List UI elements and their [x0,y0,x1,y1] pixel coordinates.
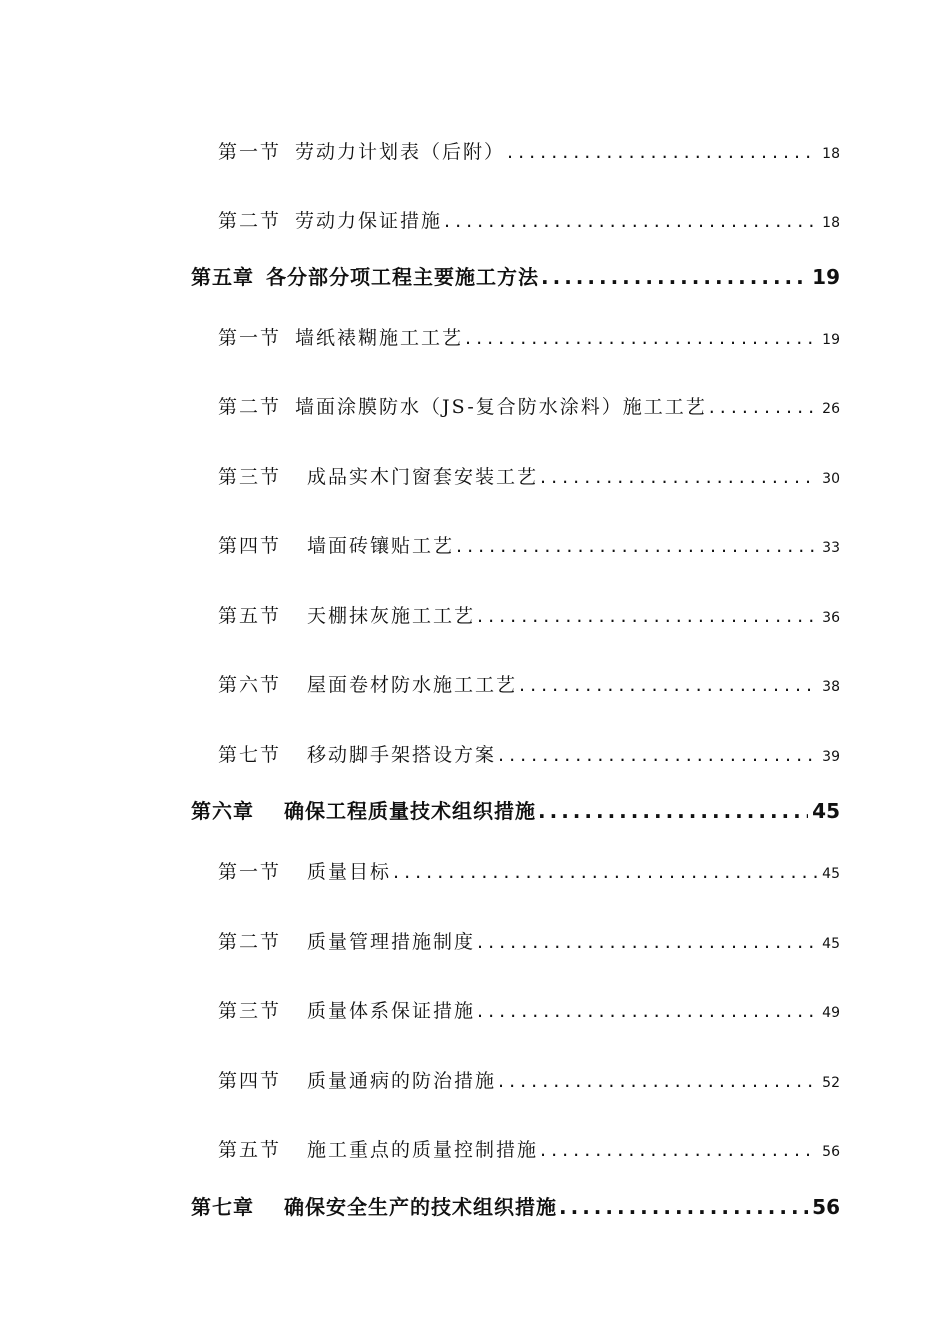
toc-entry[interactable] [218,392,840,422]
toc-entry-number: 第四节 [218,535,282,557]
dot-leader [442,206,818,236]
dot-leader [539,261,808,293]
dot-leader [454,531,818,561]
toc-entry-number: 第六章 [191,799,254,823]
toc-entry-title: 质量体系保证措施 [307,1000,476,1022]
toc-entry-title: 劳动力计划表（后附） [295,141,506,163]
toc-entry-page: 38 [822,679,840,695]
dot-leader [538,1135,818,1165]
toc-entry-number: 第二节 [218,931,282,953]
toc-entry-page: 49 [822,1005,840,1021]
toc-entry-page: 30 [822,471,840,487]
toc-entry-page: 45 [812,799,840,823]
toc-entry-page: 18 [822,146,840,162]
toc-entry-title: 成品实木门窗套安装工艺 [307,466,539,488]
toc-entry-title: 移动脚手架搭设方案 [307,744,497,766]
toc-entry-title: 劳动力保证措施 [295,210,443,232]
toc-entry-number: 第五节 [218,605,282,627]
toc-entry-number: 第一节 [218,861,282,883]
toc-entry[interactable] [218,601,840,631]
dot-leader [496,740,818,770]
toc-entry-title: 施工重点的质量控制措施 [307,1139,539,1161]
toc-entry-title: 各分部分项工程主要施工方法 [266,265,539,289]
toc-entry-page: 19 [822,332,840,348]
toc-entry-page: 56 [812,1195,840,1219]
toc-entry-number: 第一节 [218,141,282,163]
toc-entry-number: 第三节 [218,466,282,488]
toc-entry[interactable] [218,996,840,1026]
toc-entry-page: 52 [822,1075,840,1091]
toc-entry-title: 确保工程质量技术组织措施 [284,799,536,823]
toc-entry-number: 第七节 [218,744,282,766]
toc-chapter-entry[interactable] [191,1191,840,1223]
toc-entry-number: 第二节 [218,210,282,232]
toc-entry-number: 第五节 [218,1139,282,1161]
toc-entry-number: 第六节 [218,674,282,696]
toc-entry-page: 33 [822,540,840,556]
toc-entry-title: 质量通病的防治措施 [307,1070,497,1092]
dot-leader [496,1066,818,1096]
toc-entry[interactable] [218,857,840,887]
toc-entry-title: 墙面砖镶贴工艺 [307,535,455,557]
toc-chapter-entry[interactable] [191,261,840,293]
toc-entry-page: 18 [822,215,840,231]
toc-entry[interactable] [218,740,840,770]
toc-entry-number: 第五章 [191,265,254,289]
toc-entry[interactable] [218,670,840,700]
dot-leader [536,795,808,827]
toc-entry-page: 26 [822,401,840,417]
toc-entry-page: 45 [822,936,840,952]
dot-leader [475,927,818,957]
dot-leader [463,323,818,353]
toc-entry-number: 第三节 [218,1000,282,1022]
toc-entry[interactable] [218,1066,840,1096]
toc-entry[interactable] [218,137,840,167]
toc-entry-number: 第一节 [218,327,282,349]
toc-entry-title: 屋面卷材防水施工工艺 [307,674,518,696]
toc-entry-title: 墙面涂膜防水（JS-复合防水涂料）施工工艺 [295,396,707,418]
toc-entry[interactable] [218,1135,840,1165]
dot-leader [391,857,818,887]
toc-entry[interactable] [218,206,840,236]
dot-leader [707,392,818,422]
toc-entry-number: 第二节 [218,396,282,418]
toc-entry-page: 56 [822,1144,840,1160]
dot-leader [517,670,818,700]
toc-entry[interactable] [218,462,840,492]
toc-entry-title: 确保安全生产的技术组织措施 [284,1195,557,1219]
toc-entry-page: 36 [822,610,840,626]
toc-entry[interactable] [218,531,840,561]
toc-entry-title: 质量管理措施制度 [307,931,476,953]
dot-leader [505,137,818,167]
toc-entry-page: 39 [822,749,840,765]
toc-entry[interactable] [218,323,840,353]
toc-entry-page: 19 [812,265,840,289]
toc-entry[interactable] [218,927,840,957]
toc-entry-page: 45 [822,866,840,882]
toc-entry-number: 第四节 [218,1070,282,1092]
toc-entry-title: 质量目标 [307,861,392,883]
toc-entry-title: 墙纸裱糊施工工艺 [295,327,464,349]
dot-leader [475,996,818,1026]
toc-entry-title: 天棚抹灰施工工艺 [307,605,476,627]
dot-leader [557,1191,808,1223]
toc-chapter-entry[interactable] [191,795,840,827]
dot-leader [475,601,818,631]
dot-leader [538,462,818,492]
toc-entry-number: 第七章 [191,1195,254,1219]
